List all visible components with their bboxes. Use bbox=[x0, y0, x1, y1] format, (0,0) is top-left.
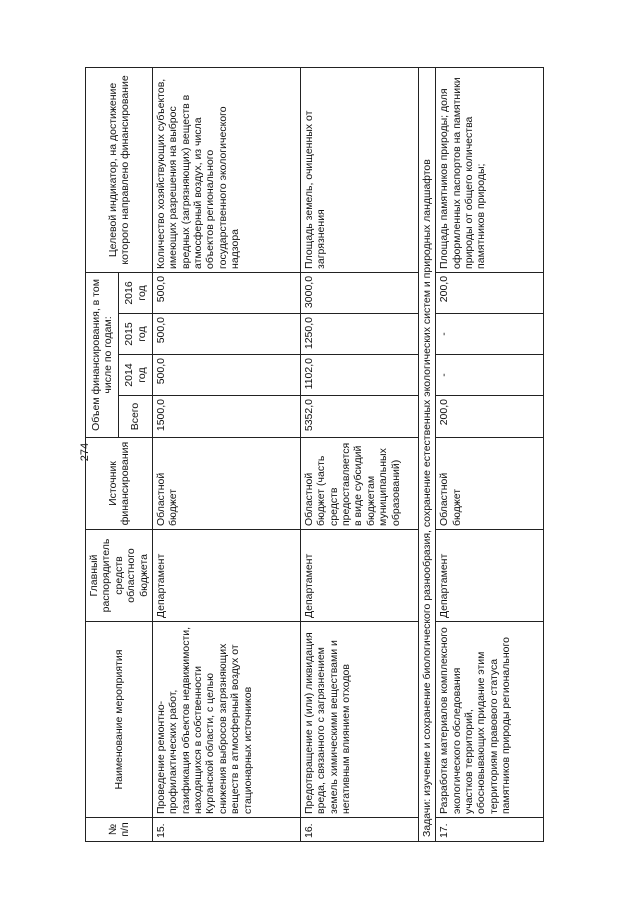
financing-table bbox=[85, 67, 544, 842]
header-volume: Объем финансирования, в том числе по годам: bbox=[86, 272, 119, 437]
rotated-table-wrapper bbox=[85, 68, 615, 842]
header-2014: 2014 год bbox=[119, 355, 152, 396]
table-row bbox=[300, 67, 418, 841]
row-indicator: Количество хозяйствующих субъектов, имеющих разрешения на выброс вредных (загрязняющих) веществ в атмосферный воздух, из числа объектов регионального государственного экологического надзора bbox=[152, 67, 300, 272]
row-source: Областной бюджет bbox=[152, 438, 300, 530]
row-2014: - bbox=[436, 355, 544, 396]
header-2016: 2016 год bbox=[119, 272, 152, 313]
tasks-text: Задачи: изучение и сохранение биологического разнообразия, сохранение естественных экологических систем и природных ландшафтов bbox=[418, 67, 435, 841]
row-total: 1500,0 bbox=[152, 396, 300, 438]
header-indicator: Целевой индикатор, на достижение которого направлено финансирование bbox=[86, 67, 153, 272]
row-name: Предотвращение и (или) ликвидация вреда, связанного с загрязнением земель химическими веществами и негативным влиянием отходов bbox=[300, 622, 418, 818]
row-2014: 1102,0 bbox=[300, 355, 418, 396]
row-num: 16. bbox=[300, 818, 418, 842]
row-source: Областной бюджет bbox=[436, 438, 544, 530]
row-num: 15. bbox=[152, 818, 300, 842]
row-name: Разработка материалов комплексного экологического обследования участков территорий, обосновывающих придание этим территориям правового статуса памятников природы регионального bbox=[436, 622, 544, 818]
row-source: Областной бюджет (часть средств предоставляется в виде субсидий бюджетам муниципальных образований) bbox=[300, 438, 418, 530]
row-2016: 500,0 bbox=[152, 272, 300, 313]
header-source: Источник финансирования bbox=[86, 438, 153, 530]
table-row bbox=[152, 67, 300, 841]
row-2016: 200,0 bbox=[436, 272, 544, 313]
row-2016: 3000,0 bbox=[300, 272, 418, 313]
row-2015: 500,0 bbox=[152, 314, 300, 355]
row-2014: 500,0 bbox=[152, 355, 300, 396]
row-2015: - bbox=[436, 314, 544, 355]
header-row-1 bbox=[86, 67, 119, 841]
header-manager: Главный распорядитель средств областного бюджета bbox=[86, 530, 153, 622]
tasks-row bbox=[418, 67, 435, 841]
header-num: № п/п bbox=[86, 818, 153, 842]
header-2015: 2015 год bbox=[119, 314, 152, 355]
header-name: Наименование мероприятия bbox=[86, 622, 153, 818]
row-num: 17. bbox=[436, 818, 544, 842]
row-indicator: Площадь памятников природы; доля оформленных паспортов на памятники природы от общего количества памятников природы; bbox=[436, 67, 544, 272]
table-row bbox=[436, 67, 544, 841]
header-total: Всего bbox=[119, 396, 152, 438]
table-stage bbox=[85, 68, 615, 842]
row-manager: Департамент bbox=[300, 530, 418, 622]
row-indicator: Площадь земель, очищенных от загрязнения bbox=[300, 67, 418, 272]
row-total: 200,0 bbox=[436, 396, 544, 438]
row-manager: Департамент bbox=[436, 530, 544, 622]
row-2015: 1250,0 bbox=[300, 314, 418, 355]
page-number: 274 bbox=[79, 442, 91, 462]
row-manager: Департамент bbox=[152, 530, 300, 622]
row-total: 5352,0 bbox=[300, 396, 418, 438]
row-name: Проведение ремонтно-профилактических работ, газификация объектов недвижимости, находящихся в собственности Курганской области, с целью снижения выбросов загрязняющих веществ в атмосферный воздух от стационарных источников bbox=[152, 622, 300, 818]
